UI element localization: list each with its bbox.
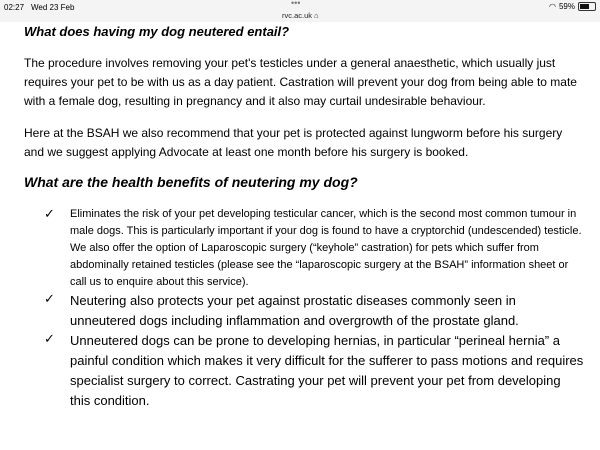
- battery-percent: 59%: [558, 2, 575, 11]
- benefit-text: Neutering also protects your pet against prostatic diseases commonly seen in unneutered dogs including inflammation and overgrowth of the prostate gland.: [70, 293, 519, 328]
- article: [24, 24, 584, 408]
- checkmark-icon: ✓: [44, 291, 55, 306]
- checkmark-icon: ✓: [44, 331, 55, 346]
- status-time: 02:27: [4, 3, 25, 12]
- checkmark-icon: ✓: [44, 206, 55, 221]
- more-dots-icon[interactable]: •••: [291, 0, 301, 8]
- benefit-text: Unneutered dogs can be prone to developing hernias, in particular “perineal hernia” a painful condition which makes it very difficult for the sufferer to pass motions and requires specialist surgery to correct. Castrating your pet will prevent your pet from developing this condition.: [70, 333, 584, 408]
- benefit-extra: We also offer the option of Laparoscopic surgery (“keyhole” castration) for pets which suffer from abdominally retained testicles (please see the “laparoscopic surgery at the BSAH” information sheet or call us to enquire about this service).: [70, 242, 569, 288]
- heading-neutering-entail: What does having my dog neutered entail?: [24, 24, 290, 39]
- status-bar: [0, 0, 600, 22]
- battery-icon: [578, 2, 596, 11]
- status-date: Wed 23 Feb: [31, 3, 75, 12]
- list-item: [44, 291, 584, 331]
- list-item: [44, 206, 584, 291]
- url-address[interactable]: rvc.ac.uk ⌂: [282, 11, 319, 20]
- paragraph-procedure: The procedure involves removing your pet's testicles under a general anaesthetic, which usually just requires your pet to be with us as a day patient. Castration will prevent your dog from being able to mate with a female dog, resulting in pregnancy and it also may curtail undesirable behaviour.: [24, 56, 577, 108]
- list-item: [44, 331, 584, 411]
- heading-health-benefits: What are the health benefits of neutering my dog?: [24, 174, 358, 190]
- paragraph-lungworm: Here at the BSAH we also recommend that your pet is protected against lungworm before his surgery and we suggest applying Advocate at least one month before his surgery is booked.: [24, 126, 563, 159]
- lock-icon: ⌂: [314, 11, 319, 20]
- benefit-text: Eliminates the risk of your pet developing testicular cancer, which is the second most common tumour in male dogs. This is particularly important if your dog is found to have a cryptorchid (undescended) testicle.: [70, 208, 582, 237]
- status-right: [549, 2, 596, 11]
- benefits-list: [44, 206, 584, 411]
- wifi-icon: ◠: [549, 2, 556, 11]
